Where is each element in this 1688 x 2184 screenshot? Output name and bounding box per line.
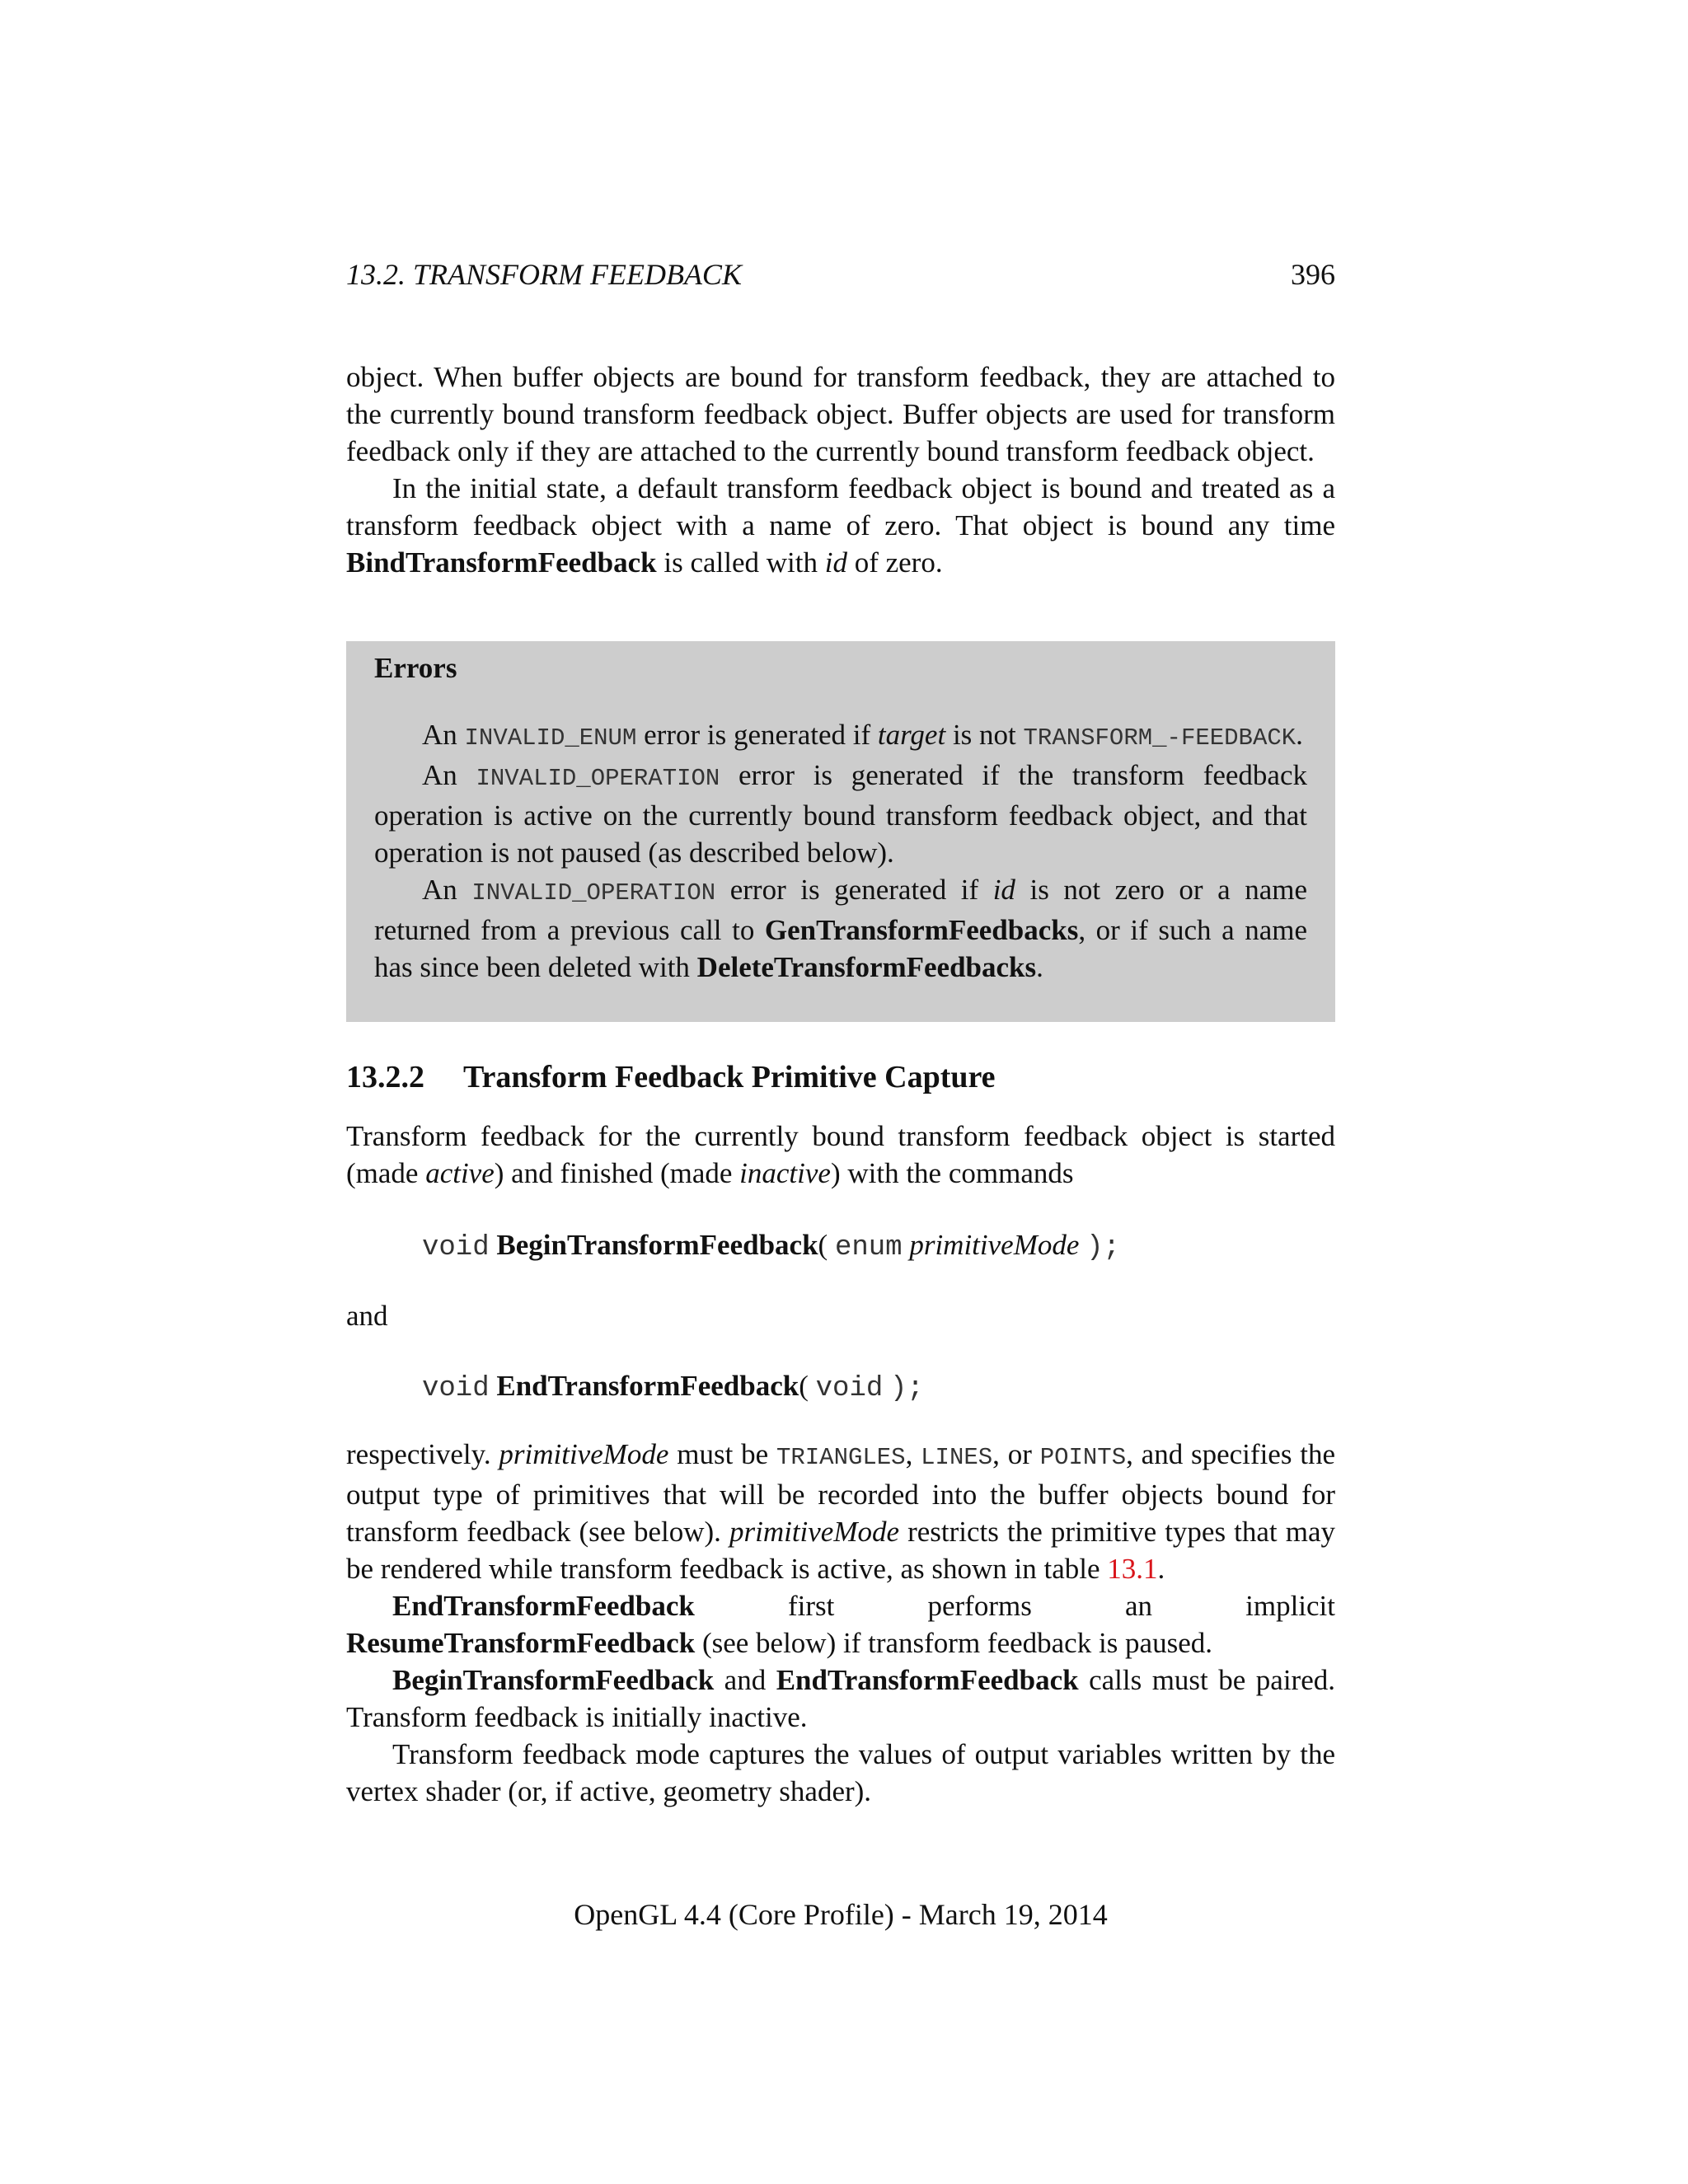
text-run: Transform feedback for the currently bound transform feedback object is started (made [346, 1120, 1335, 1189]
intro-text [346, 359, 1335, 581]
error-entry [374, 716, 1307, 757]
error-code: INVALID_OPERATION [476, 765, 720, 792]
section-title: Transform Feedback Primitive Capture [463, 1060, 996, 1094]
param-name: primitiveMode [909, 1229, 1080, 1261]
param-type: void [815, 1373, 884, 1404]
text-run: is not zero or a name returned from a previous call to [374, 874, 1307, 946]
command-name: ResumeTransformFeedback [346, 1627, 696, 1659]
text-run: An [422, 874, 472, 906]
text-run: first performs an implicit [694, 1590, 1335, 1622]
text-run: ) and finished (made [494, 1157, 740, 1189]
text-run: , and specifies the output type of primitives that will be recorded into the buffer objects bound for transform feedback (see below). [346, 1438, 1336, 1548]
and-text: and [346, 1300, 388, 1332]
text-run: . [1036, 951, 1043, 983]
text-run: must be [668, 1438, 776, 1470]
intro-paragraph-1: object. When buffer objects are bound for transform feedback, they are attached to the currently bound transform feedback object. Buffer objects are used for transform feedback only if they are attached to the currently bound transform feedback object. [346, 361, 1335, 467]
tail-text [346, 1436, 1335, 1810]
enum-constant: TRIANGLES [776, 1444, 906, 1471]
return-type: void [422, 1232, 490, 1263]
text-run: error is generated if the transform feedback operation is active on the currently bound transform feedback object, and that operation is not paused (as described below). [374, 759, 1307, 869]
page-footer: OpenGL 4.4 (Core Profile) - March 19, 2014 [574, 1898, 1108, 1931]
section-heading [346, 1057, 1335, 1098]
prototype-begin [422, 1225, 1120, 1268]
emphasis: active [425, 1157, 495, 1189]
tail-paragraph-4: Transform feedback mode captures the values of output variables written by the vertex shader (or, if active, geometry shader). [346, 1738, 1335, 1807]
paren-open: ( [818, 1229, 828, 1261]
argument-name: primitiveMode [499, 1438, 669, 1470]
error-entry [374, 871, 1307, 986]
command-name: DeleteTransformFeedbacks [696, 951, 1037, 983]
errors-box [346, 641, 1335, 1022]
header-section-title: 13.2. TRANSFORM FEEDBACK [346, 258, 742, 291]
text-run: calls must be paired. Transform feedback is initially inactive. [346, 1664, 1335, 1733]
paren-open: ( [799, 1370, 809, 1402]
text-run: . [1296, 719, 1303, 751]
command-name: EndTransformFeedback [392, 1590, 695, 1622]
running-header [346, 257, 1335, 298]
text-run: and [714, 1664, 776, 1696]
paren-close: ); [1086, 1232, 1120, 1263]
text-run: restricts the primitive types that may be rendered while transform feedback is active, as shown in table [346, 1516, 1335, 1585]
argument-name: target [877, 719, 946, 751]
error-code: INVALID_OPERATION [471, 879, 716, 907]
param-type: enum [834, 1232, 903, 1263]
section-number: 13.2.2 [346, 1060, 424, 1094]
enum-constant: LINES [921, 1444, 993, 1471]
prototype-end [422, 1366, 924, 1409]
error-code: INVALID_ENUM [464, 724, 637, 752]
table-reference-link[interactable]: 13.1 [1107, 1553, 1158, 1585]
argument-name: primitiveMode [729, 1516, 900, 1548]
command-name: BeginTransformFeedback [392, 1664, 715, 1696]
text-run: . [1157, 1553, 1165, 1585]
argument-name: id [992, 874, 1015, 906]
error-entry [374, 757, 1307, 871]
emphasis: inactive [739, 1157, 831, 1189]
tail-paragraph-3 [346, 1661, 1335, 1736]
text-run: is called with [656, 546, 825, 579]
page-number: 396 [1291, 258, 1335, 291]
text-run: , [905, 1438, 921, 1470]
text-run: In the initial state, a default transform feedback object is bound and treated as a transform feedback object with a name of zero. That object is bound any time [346, 472, 1335, 541]
errors-title: Errors [374, 652, 457, 684]
text-run: respectively. [346, 1438, 499, 1470]
intro-paragraph-2 [346, 470, 1335, 581]
command-name: GenTransformFeedbacks [764, 914, 1079, 946]
return-type: void [422, 1373, 490, 1404]
text-run: error is generated if [715, 874, 993, 906]
function-name: EndTransformFeedback [496, 1370, 799, 1402]
text-run: is not [945, 719, 1024, 751]
paren-close: ); [890, 1373, 924, 1404]
text-run: ) with the commands [830, 1157, 1074, 1189]
text-run: An [422, 759, 476, 791]
text-run: An [422, 719, 465, 751]
command-name: EndTransformFeedback [776, 1664, 1079, 1696]
text-run: (see below) if transform feedback is paused. [695, 1627, 1212, 1659]
argument-name: id [824, 546, 847, 579]
text-run: , or if such a name has since been deleted with [374, 914, 1307, 983]
text-run: error is generated if [636, 719, 878, 751]
section-paragraph [346, 1118, 1335, 1192]
tail-paragraph-1 [346, 1436, 1335, 1587]
enum-constant: TRANSFORM_-FEEDBACK [1023, 724, 1296, 752]
tail-paragraph-2 [346, 1587, 1335, 1661]
enum-constant: POINTS [1039, 1444, 1127, 1471]
function-name: BeginTransformFeedback [496, 1229, 818, 1261]
command-name: BindTransformFeedback [346, 546, 657, 579]
text-run: of zero. [846, 546, 943, 579]
text-run: , or [992, 1438, 1040, 1470]
